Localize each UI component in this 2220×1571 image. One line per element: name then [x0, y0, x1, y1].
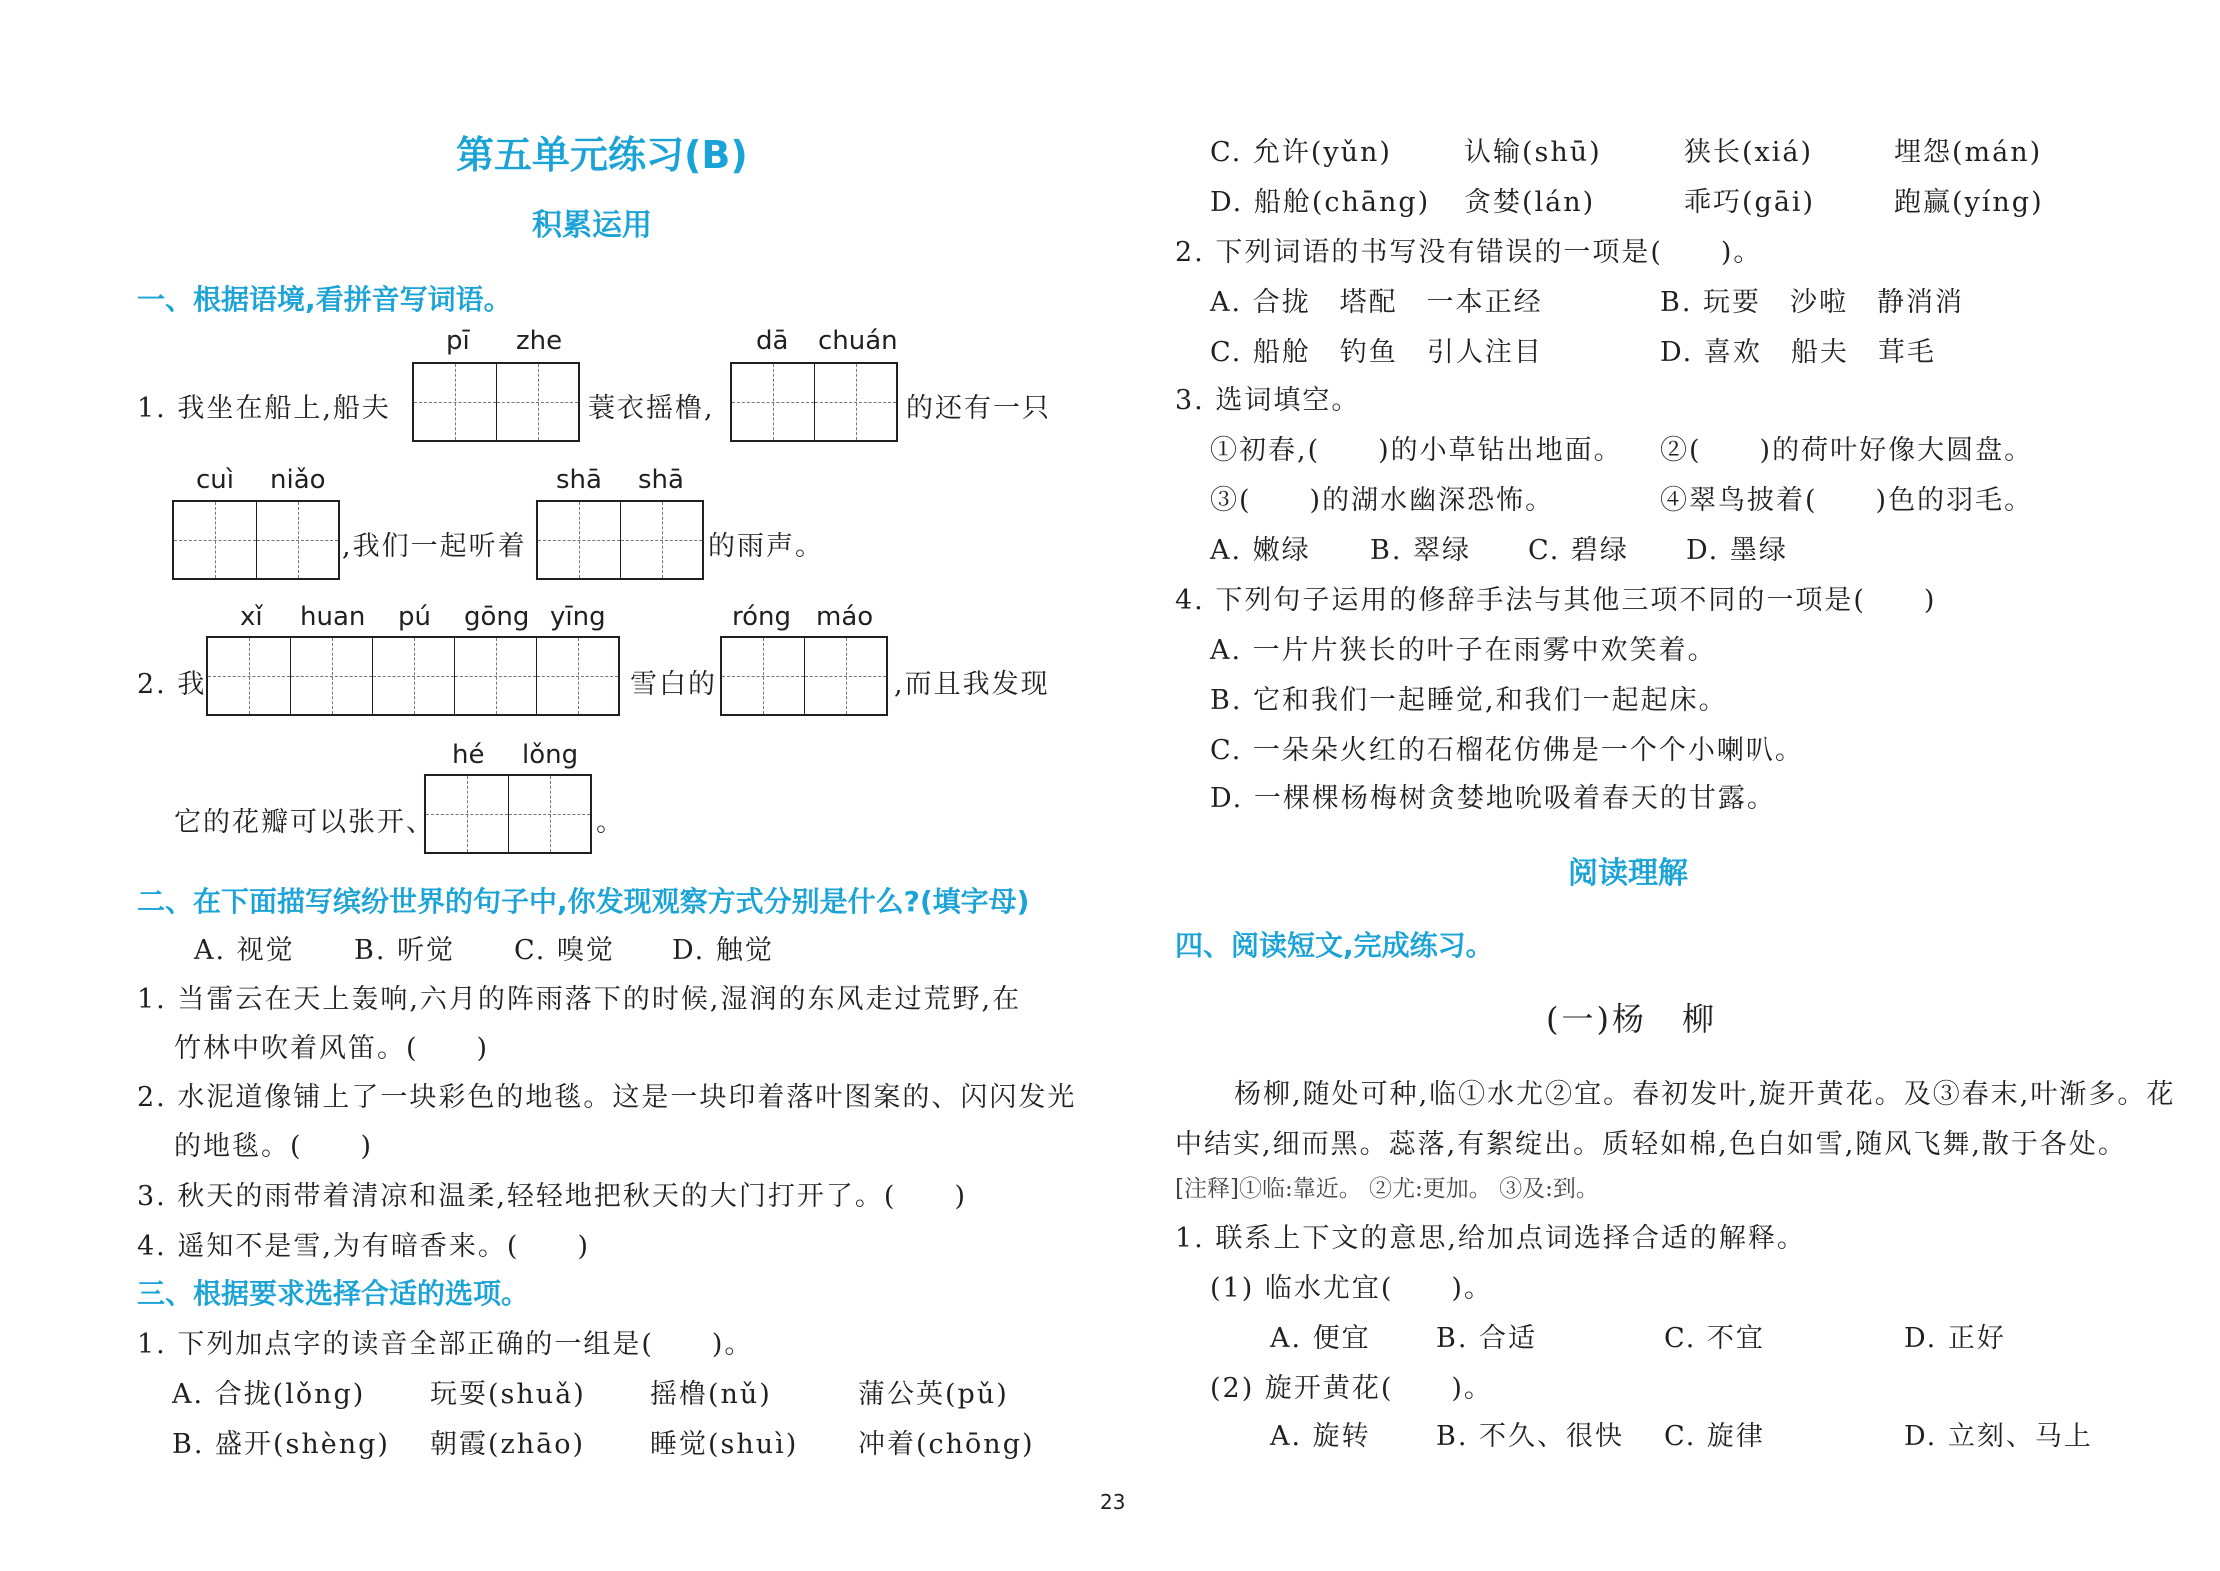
answer-option: B. 它和我们一起睡觉,和我们一起起床。 [1210, 685, 1728, 716]
question-text: 竹林中吹着风笛。( ) [174, 1033, 490, 1064]
option: C. 嗅觉 [514, 935, 615, 966]
question-text: ④翠鸟披着( )色的羽毛。 [1660, 485, 2034, 516]
question-text: 1. 当雷云在天上轰响,六月的阵雨落下的时候,湿润的东风走过荒野,在 [137, 984, 1022, 1015]
answer-option: 朝霞(zhāo) [430, 1429, 586, 1460]
answer-option: C. 不宜 [1664, 1323, 1765, 1354]
answer-option: D. 正好 [1904, 1323, 2006, 1354]
answer-option: A. 合拢(lǒng) [172, 1379, 366, 1410]
question-text: ③( )的湖水幽深恐怖。 [1210, 485, 1555, 516]
writing-grid[interactable] [730, 362, 898, 442]
question-text: 的还有一只 [906, 393, 1051, 424]
answer-option: 摇橹(nǔ) [650, 1379, 772, 1410]
question-text: 3. 秋天的雨带着清凉和温柔,轻轻地把秋天的大门打开了。( ) [137, 1181, 967, 1212]
answer-option: A. 合拢 塔配 一本正经 [1210, 287, 1543, 318]
question-text: 1. 联系上下文的意思,给加点词选择合适的解释。 [1175, 1223, 1806, 1254]
section-heading: 一、根据语境,看拼音写词语。 [137, 283, 512, 316]
writing-grid[interactable] [536, 500, 704, 580]
answer-option: D. 喜欢 船夫 茸毛 [1660, 337, 1936, 368]
writing-grid[interactable] [424, 774, 592, 854]
passage-title: (一)杨 柳 [1546, 1000, 1717, 1038]
question-text: ,我们一起听着 [342, 531, 527, 562]
pinyin: dā [756, 326, 789, 356]
question-text: 2. 水泥道像铺上了一块彩色的地毯。这是一块印着落叶图案的、闪闪发光 [137, 1082, 1077, 1113]
section-part-title: 积累运用 [532, 208, 652, 243]
answer-option: 狭长(xiá) [1684, 137, 1814, 168]
question-text: 的雨声。 [708, 531, 824, 562]
question-text: ①初春,( )的小草钻出地面。 [1210, 435, 1623, 466]
question-text: 的地毯。( ) [174, 1131, 374, 1162]
pinyin: cuì [196, 465, 234, 495]
answer-option: D. 船舱(chāng) [1210, 187, 1431, 218]
pinyin: máo [816, 602, 874, 632]
question-text: 2. 下列词语的书写没有错误的一项是( )。 [1175, 237, 1763, 268]
pinyin: pī [446, 326, 470, 356]
answer-option: A. 一片片狭长的叶子在雨雾中欢笑着。 [1210, 635, 1717, 666]
question-text: 3. 选词填空。 [1175, 385, 1361, 416]
question-text: 蓑衣摇橹, [588, 393, 715, 424]
answer-option: B. 翠绿 [1370, 535, 1472, 566]
pinyin: róng [732, 602, 792, 632]
answer-option: 贪婪(lán) [1464, 187, 1596, 218]
answer-option: A. 便宜 [1270, 1323, 1371, 1354]
question-text: 1. 下列加点字的读音全部正确的一组是( )。 [137, 1329, 754, 1360]
pinyin: chuán [818, 326, 898, 356]
answer-option: C. 碧绿 [1528, 535, 1629, 566]
pinyin: xǐ [240, 602, 263, 632]
writing-grid[interactable] [412, 362, 580, 442]
sub-question: (1) 临水尤宜( )。 [1210, 1273, 1493, 1304]
question-text: 2. 我 [137, 669, 207, 700]
option: A. 视觉 [194, 935, 295, 966]
answer-option: 乖巧(gāi) [1684, 187, 1816, 218]
answer-option: C. 旋律 [1664, 1421, 1765, 1452]
question-text: 4. 下列句子运用的修辞手法与其他三项不同的一项是( ) [1175, 585, 1937, 616]
answer-option: A. 嫩绿 [1210, 535, 1311, 566]
passage-text: 中结实,细而黑。蕊落,有絮绽出。质轻如棉,色白如雪,随风飞舞,散于各处。 [1175, 1129, 2127, 1160]
answer-option: 玩耍(shuǎ) [430, 1379, 586, 1410]
answer-option: 蒲公英(pǔ) [858, 1379, 1009, 1410]
pinyin: lǒng [522, 740, 579, 770]
option: D. 触觉 [672, 935, 774, 966]
question-text: 它的花瓣可以张开、 [174, 807, 435, 838]
answer-option: D. 墨绿 [1686, 535, 1788, 566]
answer-option: 跑赢(yíng) [1894, 187, 2044, 218]
pinyin: yīng [550, 602, 606, 632]
answer-option: D. 立刻、马上 [1904, 1421, 2093, 1452]
sub-question: (2) 旋开黄花( )。 [1210, 1373, 1493, 1404]
writing-grid[interactable] [172, 500, 340, 580]
answer-option: D. 一棵棵杨梅树贪婪地吮吸着春天的甘露。 [1210, 783, 1776, 814]
answer-option: A. 旋转 [1270, 1421, 1371, 1452]
section-heading: 三、根据要求选择合适的选项。 [137, 1277, 530, 1310]
section-part-title: 阅读理解 [1568, 856, 1688, 891]
answer-option: 埋怨(mán) [1894, 137, 2043, 168]
pinyin: shā [556, 465, 602, 495]
pinyin: pú [398, 602, 431, 632]
section-heading: 四、阅读短文,完成练习。 [1175, 929, 1494, 962]
section-heading: 二、在下面描写缤纷世界的句子中,你发现观察方式分别是什么?(填字母) [137, 885, 1030, 918]
answer-option: B. 盛开(shèng) [172, 1429, 390, 1460]
pinyin: niǎo [270, 465, 326, 495]
pinyin: gōng [464, 602, 530, 632]
question-text: 。 [596, 807, 625, 838]
question-text: 雪白的 [630, 669, 717, 700]
question-text: 1. 我坐在船上,船夫 [137, 393, 391, 424]
pinyin: zhe [516, 326, 563, 356]
answer-option: C. 船舱 钓鱼 引人注目 [1210, 337, 1543, 368]
writing-grid[interactable] [720, 636, 888, 716]
writing-grid[interactable] [206, 636, 620, 716]
pinyin: huan [300, 602, 366, 632]
answer-option: B. 不久、很快 [1436, 1421, 1625, 1452]
answer-option: C. 允许(yǔn) [1210, 137, 1392, 168]
answer-option: 认输(shū) [1464, 137, 1602, 168]
answer-option: 冲着(chōng) [858, 1429, 1035, 1460]
answer-option: C. 一朵朵火红的石榴花仿佛是一个个小喇叭。 [1210, 735, 1804, 766]
pinyin: shā [638, 465, 684, 495]
unit-title: 第五单元练习(B) [456, 133, 748, 177]
question-text: 4. 遥知不是雪,为有暗香来。( ) [137, 1231, 590, 1262]
option: B. 听觉 [354, 935, 456, 966]
answer-option: 睡觉(shuì) [650, 1429, 799, 1460]
pinyin: hé [452, 740, 485, 770]
page-number: 23 [1100, 1490, 1126, 1514]
question-text: ②( )的荷叶好像大圆盘。 [1660, 435, 2034, 466]
answer-option: B. 合适 [1436, 1323, 1538, 1354]
question-text: ,而且我发现 [894, 669, 1050, 700]
annotation: [注释]①临:靠近。 ②尤:更加。 ③及:到。 [1175, 1176, 1599, 1202]
passage-text: 杨柳,随处可种,临①水尤②宜。春初发叶,旋开黄花。及③春末,叶渐多。花 [1234, 1079, 2176, 1110]
answer-option: B. 玩要 沙啦 静消消 [1660, 287, 1965, 318]
